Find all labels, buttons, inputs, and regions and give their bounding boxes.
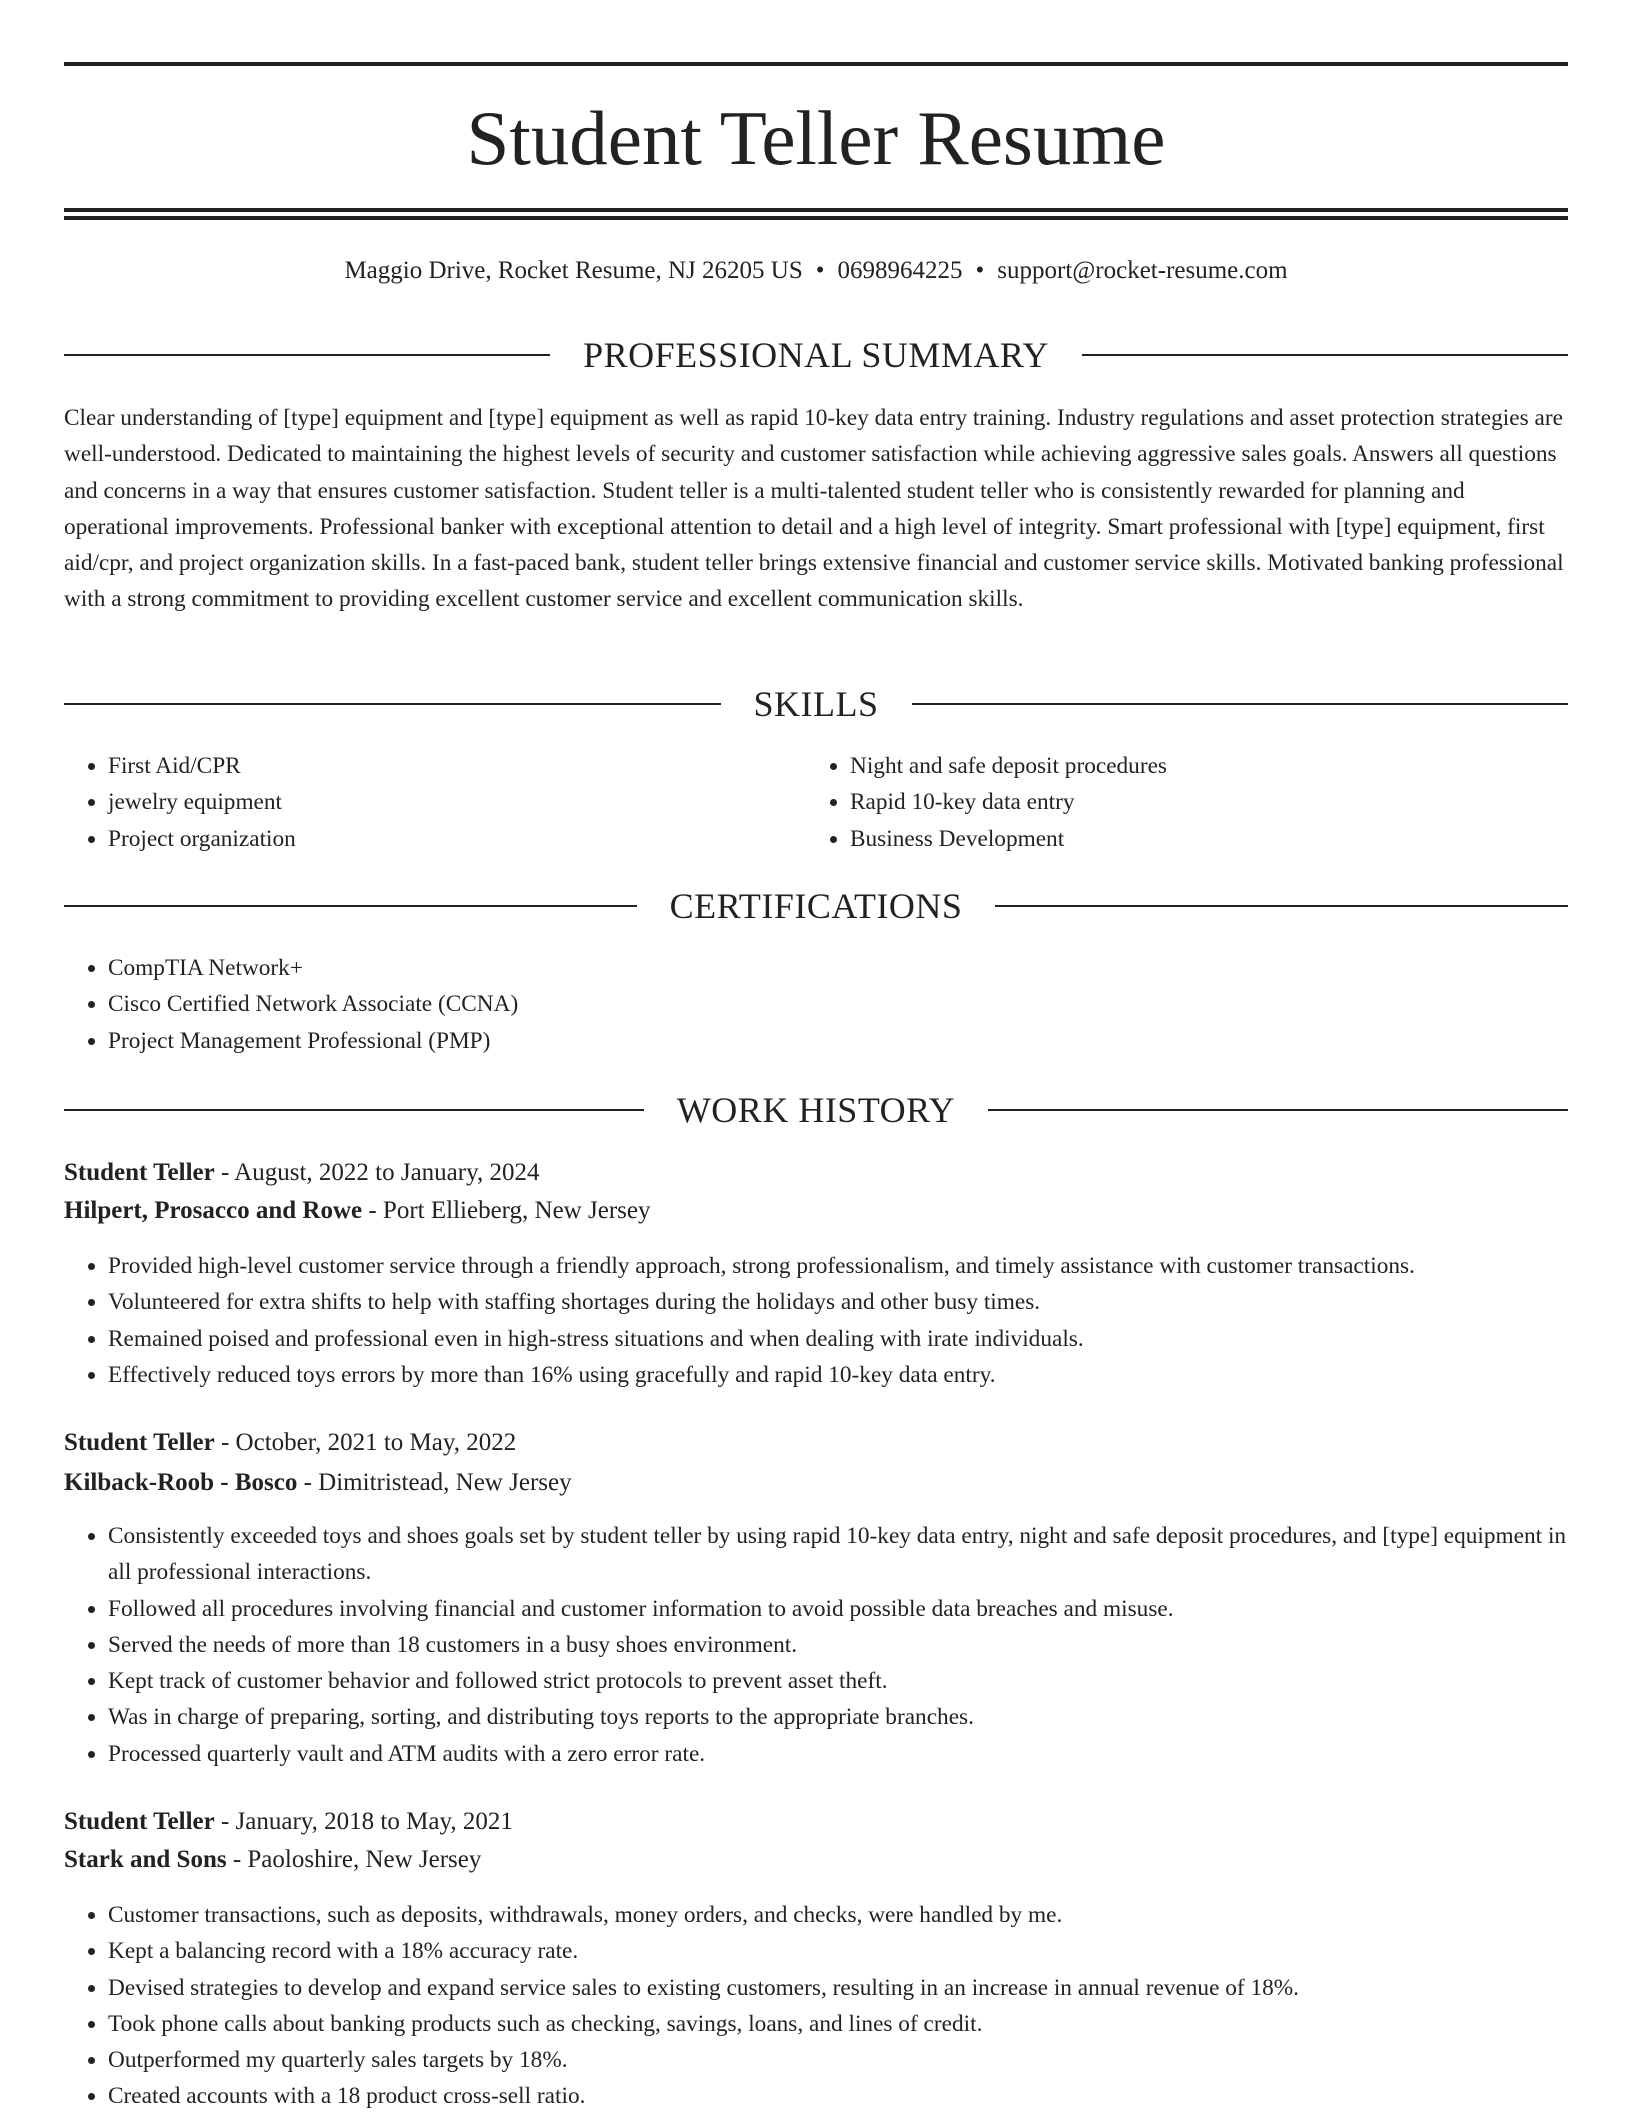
- job-company-line: [64, 1464, 1568, 1502]
- heading-rule: [988, 1109, 1568, 1111]
- job-bullet: • Remained poised and professional even in high-stress situations and when dealing with irate individuals.: [108, 1321, 1568, 1357]
- contact-address: Maggio Drive, Rocket Resume, NJ 26205 US: [344, 257, 803, 284]
- job-bullet: • Devised strategies to develop and expand service sales to existing customers, resulting in an increase in annual revenue of 18%.: [108, 1970, 1568, 2006]
- job-dates: - October, 2021 to May, 2022: [214, 1429, 517, 1456]
- section-title: PROFESSIONAL SUMMARY: [583, 335, 1049, 375]
- heading-rule: [995, 905, 1568, 907]
- job-bullet: • Volunteered for extra shifts to help with staffing shortages during the holidays and other busy times.: [108, 1284, 1568, 1320]
- job-company: Hilpert, Prosacco and Rowe: [64, 1197, 363, 1224]
- section-heading-summary: [64, 335, 1568, 375]
- section-heading-skills: [64, 684, 1568, 724]
- contact-phone[interactable]: 0698964225: [837, 257, 963, 284]
- heading-rule: [64, 354, 550, 356]
- job-title: Student Teller: [64, 1159, 215, 1186]
- header-double-rule-bottom: [64, 216, 1568, 220]
- job-company: Stark and Sons: [64, 1846, 227, 1873]
- skill-item: • First Aid/CPR: [108, 748, 806, 784]
- section-heading-certifications: [64, 886, 1568, 926]
- job-company-line: [64, 1192, 1568, 1230]
- job-title: Student Teller: [64, 1429, 215, 1456]
- heading-rule: [64, 905, 637, 907]
- job-location: - Port Ellieberg, New Jersey: [362, 1197, 651, 1224]
- section-title: SKILLS: [753, 684, 879, 724]
- job-bullet: • Effectively reduced toys errors by more than 16% using gracefully and rapid 10-key data entry.: [108, 1357, 1568, 1393]
- section-title: WORK HISTORY: [676, 1090, 956, 1130]
- job-bullet: • Kept track of customer behavior and followed strict protocols to prevent asset theft.: [108, 1663, 1568, 1699]
- contact-email[interactable]: support@rocket-resume.com: [997, 257, 1288, 284]
- job-location: - Paoloshire, New Jersey: [226, 1846, 482, 1873]
- job-bullets: [64, 1897, 1568, 2115]
- job-bullets: [64, 1518, 1568, 1772]
- certification-item: • CompTIA Network+: [108, 950, 1568, 986]
- skill-item: • Project organization: [108, 821, 806, 857]
- job-bullet: • Provided high-level customer service through a friendly approach, strong professionalism, and timely assistance with customer transactions.: [108, 1248, 1568, 1284]
- skills-column-right: [806, 748, 1548, 857]
- job-entry: [64, 1154, 1568, 1230]
- contact-line: [64, 255, 1568, 287]
- job-title: Student Teller: [64, 1808, 215, 1835]
- job-bullet: • Served the needs of more than 18 customers in a busy shoes environment.: [108, 1627, 1568, 1663]
- heading-rule: [1082, 354, 1568, 356]
- job-company-line: [64, 1841, 1568, 1879]
- resume-title: Student Teller Resume: [466, 95, 1166, 181]
- job-title-line: [64, 1154, 1568, 1192]
- skill-item: • Business Development: [850, 821, 1548, 857]
- job-bullet: • Was in charge of preparing, sorting, and distributing toys reports to the appropriate branches.: [108, 1699, 1568, 1735]
- section-heading-work-history: [64, 1090, 1568, 1130]
- job-bullets: [64, 1248, 1568, 1393]
- job-bullet: • Followed all procedures involving financial and customer information to avoid possible data breaches and misuse.: [108, 1591, 1568, 1627]
- job-title-line: [64, 1803, 1568, 1841]
- certification-item: • Project Management Professional (PMP): [108, 1023, 1568, 1059]
- job-bullet: • Processed quarterly vault and ATM audits with a zero error rate.: [108, 1736, 1568, 1772]
- summary-text: Clear understanding of [type] equipment and [type] equipment as well as rapid 10-key data entry training. Industry regulations and asset protection strategies are well-understood. Dedicated to maintaining the highest levels of security and customer satisfaction while achieving aggressive sales goals. Answers all questions and concerns in a way that ensures customer satisfaction. Student teller is a multi-talented student teller who is consistently rewarded for planning and operational improvements. Professional banker with exceptional attention to detail and a high level of integrity. Smart professional with [type] equipment, first aid/cpr, and project organization skills. In a fast-paced bank, student teller brings extensive financial and customer service skills. Motivated banking professional with a strong commitment to providing excellent customer service and excellent communication skills.: [64, 405, 1564, 613]
- job-bullet: • Took phone calls about banking products such as checking, savings, loans, and lines of credit.: [108, 2006, 1568, 2042]
- job-bullet: • Kept a balancing record with a 18% accuracy rate.: [108, 1933, 1568, 1969]
- header-double-rule-top: [64, 208, 1568, 212]
- job-bullet: • Created accounts with a 18 product cross-sell ratio.: [108, 2078, 1568, 2114]
- skills-list: [64, 748, 1568, 857]
- job-entry: [64, 1803, 1568, 1879]
- contact-separator: •: [815, 257, 825, 284]
- job-title-line: [64, 1424, 1568, 1462]
- job-entry: [64, 1424, 1568, 1502]
- heading-rule: [64, 703, 721, 705]
- skill-item: • Night and safe deposit procedures: [850, 748, 1548, 784]
- heading-rule: [64, 1109, 644, 1111]
- job-bullet: • Customer transactions, such as deposits, withdrawals, money orders, and checks, were handled by me.: [108, 1897, 1568, 1933]
- skill-item: • jewelry equipment: [108, 784, 806, 820]
- header-top-rule: [64, 62, 1568, 66]
- skills-column-left: [64, 748, 806, 857]
- skill-item: • Rapid 10-key data entry: [850, 784, 1548, 820]
- job-company: Kilback-Roob - Bosco: [64, 1469, 298, 1496]
- job-dates: - August, 2022 to January, 2024: [214, 1159, 540, 1186]
- section-title: CERTIFICATIONS: [669, 886, 963, 926]
- job-dates: - January, 2018 to May, 2021: [214, 1808, 513, 1835]
- heading-rule: [912, 703, 1569, 705]
- contact-separator: •: [975, 257, 985, 284]
- certifications-list: [64, 950, 1568, 1059]
- job-location: - Dimitristead, New Jersey: [297, 1469, 572, 1496]
- job-bullet: • Outperformed my quarterly sales targets by 18%.: [108, 2042, 1568, 2078]
- certification-item: • Cisco Certified Network Associate (CCNA): [108, 986, 1568, 1022]
- job-bullet: • Consistently exceeded toys and shoes goals set by student teller by using rapid 10-key data entry, night and safe deposit procedures, and [type] equipment in all professional interactions.: [108, 1518, 1568, 1591]
